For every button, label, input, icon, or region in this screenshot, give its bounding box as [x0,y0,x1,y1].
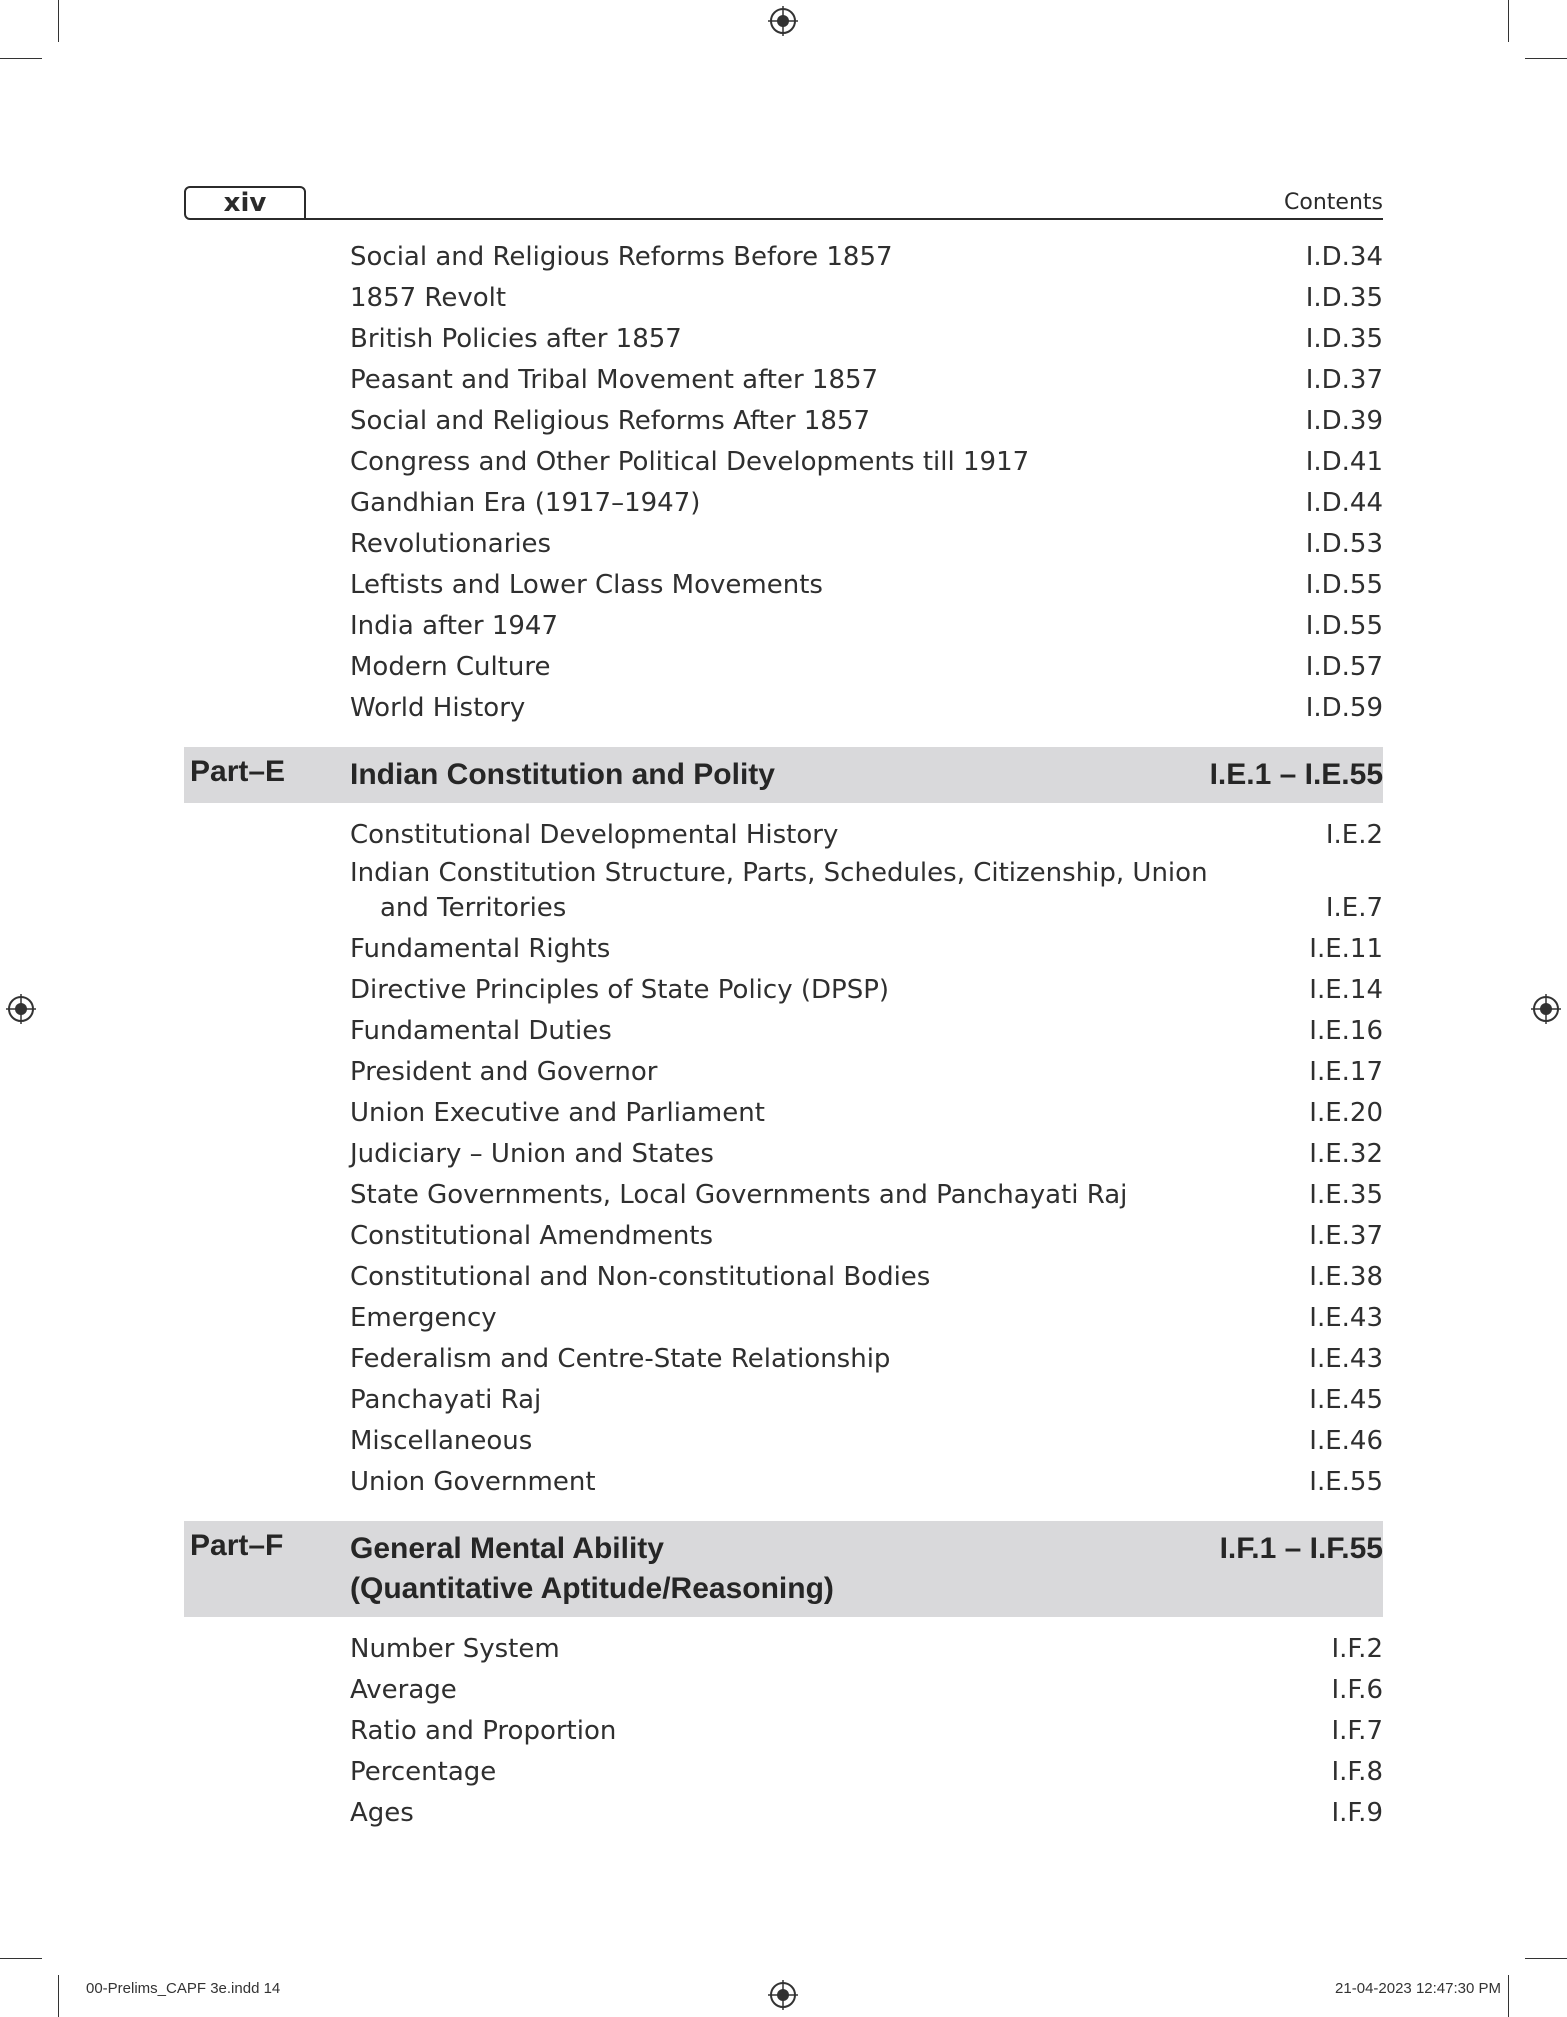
toc-entry-label: World History [350,693,526,723]
running-title: Contents [1284,190,1383,215]
toc-entry[interactable] [184,442,1383,483]
toc-entry-label: Fundamental Duties [350,1016,612,1046]
toc-entry-page: I.D.53 [1305,529,1383,559]
toc-entry-page: I.E.35 [1309,1180,1383,1210]
toc-entry-label: Revolutionaries [350,529,552,559]
crop-mark-top-left-v [58,0,59,42]
toc-entry[interactable] [184,524,1383,565]
toc-entry-page: I.D.35 [1305,283,1383,313]
toc-entry-page: I.E.43 [1309,1303,1383,1333]
toc-entry-page: I.E.14 [1309,975,1383,1005]
registration-mark-left-icon [6,994,36,1024]
crop-mark-top-right-v [1508,0,1509,42]
toc-entry[interactable] [184,688,1383,729]
toc-entry-label: Constitutional and Non-constitutional Bodies [350,1262,931,1292]
toc-entry-label: Modern Culture [350,652,551,682]
toc-entry-page: I.D.55 [1305,570,1383,600]
toc-entry-label: India after 1947 [350,611,559,641]
toc-entry-page: I.D.55 [1305,611,1383,641]
toc-entry[interactable] [184,970,1383,1011]
toc-entry[interactable] [184,1011,1383,1052]
toc-entry-label: President and Governor [350,1057,658,1087]
toc-entry-label: Federalism and Centre-State Relationship [350,1344,891,1374]
toc-entry-label: Gandhian Era (1917–1947) [350,488,701,518]
toc-entry-page: I.F.6 [1331,1675,1383,1705]
toc-entry-label-line1: Indian Constitution Structure, Parts, Schedules, Citizenship, Union [350,858,1208,888]
toc-entry-label: Directive Principles of State Policy (DPSP) [350,975,890,1005]
toc-entry-label: British Policies after 1857 [350,324,682,354]
toc-entry-page: I.D.44 [1305,488,1383,518]
toc-entry[interactable] [184,1752,1383,1793]
toc-entry[interactable] [184,360,1383,401]
toc-entry[interactable] [184,483,1383,524]
registration-mark-top-icon [768,6,798,36]
toc-entry-page: I.E.32 [1309,1139,1383,1169]
toc-entry-label: Emergency [350,1303,497,1333]
toc-entry-label: State Governments, Local Governments and Panchayati Raj [350,1180,1128,1210]
toc-entry[interactable] [184,1793,1383,1834]
toc-entry-page: I.D.57 [1305,652,1383,682]
crop-mark-bottom-left-v [58,1975,59,2017]
toc-entry-page: I.E.38 [1309,1262,1383,1292]
toc-entry-page: I.E.17 [1309,1057,1383,1087]
toc-entry[interactable] [184,1421,1383,1462]
toc-entry-page: I.E.55 [1309,1467,1383,1497]
toc-entry-label: Social and Religious Reforms After 1857 [350,406,870,436]
toc-entry-label: Number System [350,1634,560,1664]
toc-entry[interactable] [184,1670,1383,1711]
toc-entry[interactable] [184,237,1383,278]
toc-entry[interactable] [184,1134,1383,1175]
toc-entry-label: Union Executive and Parliament [350,1098,765,1128]
toc-entry[interactable] [184,1257,1383,1298]
toc-entry-page: I.D.35 [1305,324,1383,354]
section-page-range: I.F.1 – I.F.55 [1219,1532,1383,1565]
toc-entry-label: Constitutional Amendments [350,1221,714,1251]
toc-entry[interactable] [184,856,1383,929]
toc-entry-page: I.D.37 [1305,365,1383,395]
toc-entry[interactable] [184,929,1383,970]
toc-entry-page: I.E.45 [1309,1385,1383,1415]
toc-entry-label: Leftists and Lower Class Movements [350,570,823,600]
toc-entry-label: Ratio and Proportion [350,1716,617,1746]
toc-entry-label: Average [350,1675,457,1705]
toc-entry-page: I.D.39 [1305,406,1383,436]
toc-entry-page: I.E.37 [1309,1221,1383,1251]
section-title [350,1529,1220,1609]
toc-entry-page: I.E.20 [1309,1098,1383,1128]
footer-timestamp: 21-04-2023 12:47:30 PM [1335,1980,1501,1997]
toc-entry[interactable] [184,606,1383,647]
toc-entry-label: Social and Religious Reforms Before 1857 [350,242,893,272]
crop-mark-bottom-right-h [1525,1958,1567,1959]
toc-entry-page: I.F.7 [1331,1716,1383,1746]
toc-entry-page: I.D.34 [1305,242,1383,272]
crop-mark-bottom-left-h [0,1958,42,1959]
toc-entry-label: Judiciary – Union and States [350,1139,714,1169]
toc-entry[interactable] [184,1298,1383,1339]
toc-entry-page: I.F.2 [1331,1634,1383,1664]
toc-entry-page: I.E.16 [1309,1016,1383,1046]
section-title: Indian Constitution and Polity [350,758,775,791]
toc-entry[interactable] [184,815,1383,856]
toc-entry[interactable] [184,278,1383,319]
toc-entry-label [350,856,1326,929]
toc-entry-page: I.E.46 [1309,1426,1383,1456]
toc-entry[interactable] [184,1629,1383,1670]
toc-entry-page: I.F.9 [1331,1798,1383,1828]
toc-entry[interactable] [184,1380,1383,1421]
crop-mark-top-left-h [0,58,42,59]
toc-entry-label: Union Government [350,1467,596,1497]
toc-entry-label-line2: and Territories [380,893,567,923]
section-header-part-e[interactable] [184,747,1383,803]
toc-entry-label: Peasant and Tribal Movement after 1857 [350,365,879,395]
toc-entry-label: 1857 Revolt [350,283,507,313]
crop-mark-bottom-right-v [1508,1975,1509,2017]
toc-entry-page: I.D.59 [1305,693,1383,723]
toc-entry-page: I.E.11 [1309,934,1383,964]
toc-entry-page: I.F.8 [1331,1757,1383,1787]
toc-entry[interactable] [184,1175,1383,1216]
footer-file-info: 00-Prelims_CAPF 3e.indd 14 [86,1980,281,1997]
crop-mark-top-right-h [1525,58,1567,59]
section-header-part-f[interactable] [184,1521,1383,1617]
toc-entry-label: Panchayati Raj [350,1385,542,1415]
header-rule [306,218,1383,220]
toc-entry[interactable] [184,1093,1383,1134]
section-part-label: Part–E [190,755,286,788]
contents-list [184,237,1383,1834]
toc-entry-label: Fundamental Rights [350,934,611,964]
toc-entry-page: I.E.2 [1325,820,1383,850]
toc-entry-label: Congress and Other Political Developments till 1917 [350,447,1030,477]
registration-mark-right-icon [1531,994,1561,1024]
toc-entry[interactable] [184,1711,1383,1752]
toc-entry[interactable] [184,319,1383,360]
toc-entry-page: I.E.7 [1325,893,1383,923]
section-title-line2: (Quantitative Aptitude/Reasoning) [350,1572,834,1605]
toc-entry-page: I.E.43 [1309,1344,1383,1374]
toc-entry[interactable] [184,1339,1383,1380]
toc-entry-label: Percentage [350,1757,497,1787]
toc-entry[interactable] [184,1462,1383,1503]
toc-entry[interactable] [184,401,1383,442]
registration-mark-bottom-icon [768,1980,798,2010]
toc-entry[interactable] [184,1052,1383,1093]
toc-entry[interactable] [184,1216,1383,1257]
section-title-line1: General Mental Ability [350,1532,664,1565]
section-part-label: Part–F [190,1529,284,1562]
section-page-range: I.E.1 – I.E.55 [1209,758,1383,791]
toc-entry-label: Miscellaneous [350,1426,533,1456]
toc-entry[interactable] [184,565,1383,606]
toc-entry-label: Constitutional Developmental History [350,820,839,850]
toc-entry[interactable] [184,647,1383,688]
toc-entry-label: Ages [350,1798,414,1828]
toc-entry-page: I.D.41 [1305,447,1383,477]
page-number-tab: xiv [184,186,306,220]
